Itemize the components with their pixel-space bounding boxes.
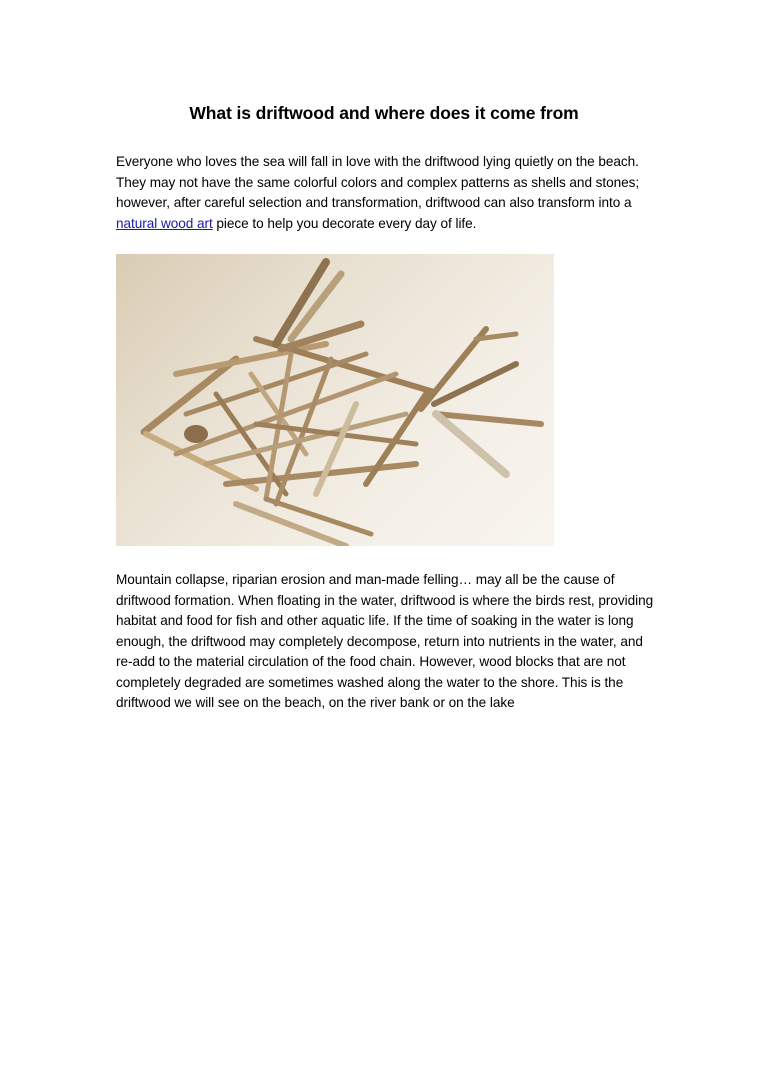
driftwood-fish-image (116, 254, 554, 546)
intro-text-end: piece to help you decorate every day of life. (212, 215, 477, 231)
natural-wood-art-link[interactable]: natural wood art (116, 215, 213, 231)
driftwood-fish-illustration (116, 254, 554, 546)
page-title: What is driftwood and where does it come from (189, 103, 579, 123)
intro-paragraph (116, 152, 661, 234)
formation-paragraph: Mountain collapse, riparian erosion and man-made felling… may all be the cause of driftwood formation. When floating in the water, driftwood is where the birds rest, providing habitat and food for fish and other aquatic life. If the time of soaking in the water is long enough, the driftwood may completely decompose, return into nutrients in the water, and re-add to the material circulation of the food chain. However, wood blocks that are not completely degraded are sometimes washed along the water to the shore. This is the driftwood we will see on the beach, on the river bank or on the lake (116, 572, 654, 710)
intro-text-start: Everyone who loves the sea will fall in love with the driftwood lying quietly on the beach. They may not have the same colorful colors and complex patterns as shells and stones; however, after careful selection and transformation, driftwood can also transform into a (116, 154, 640, 210)
